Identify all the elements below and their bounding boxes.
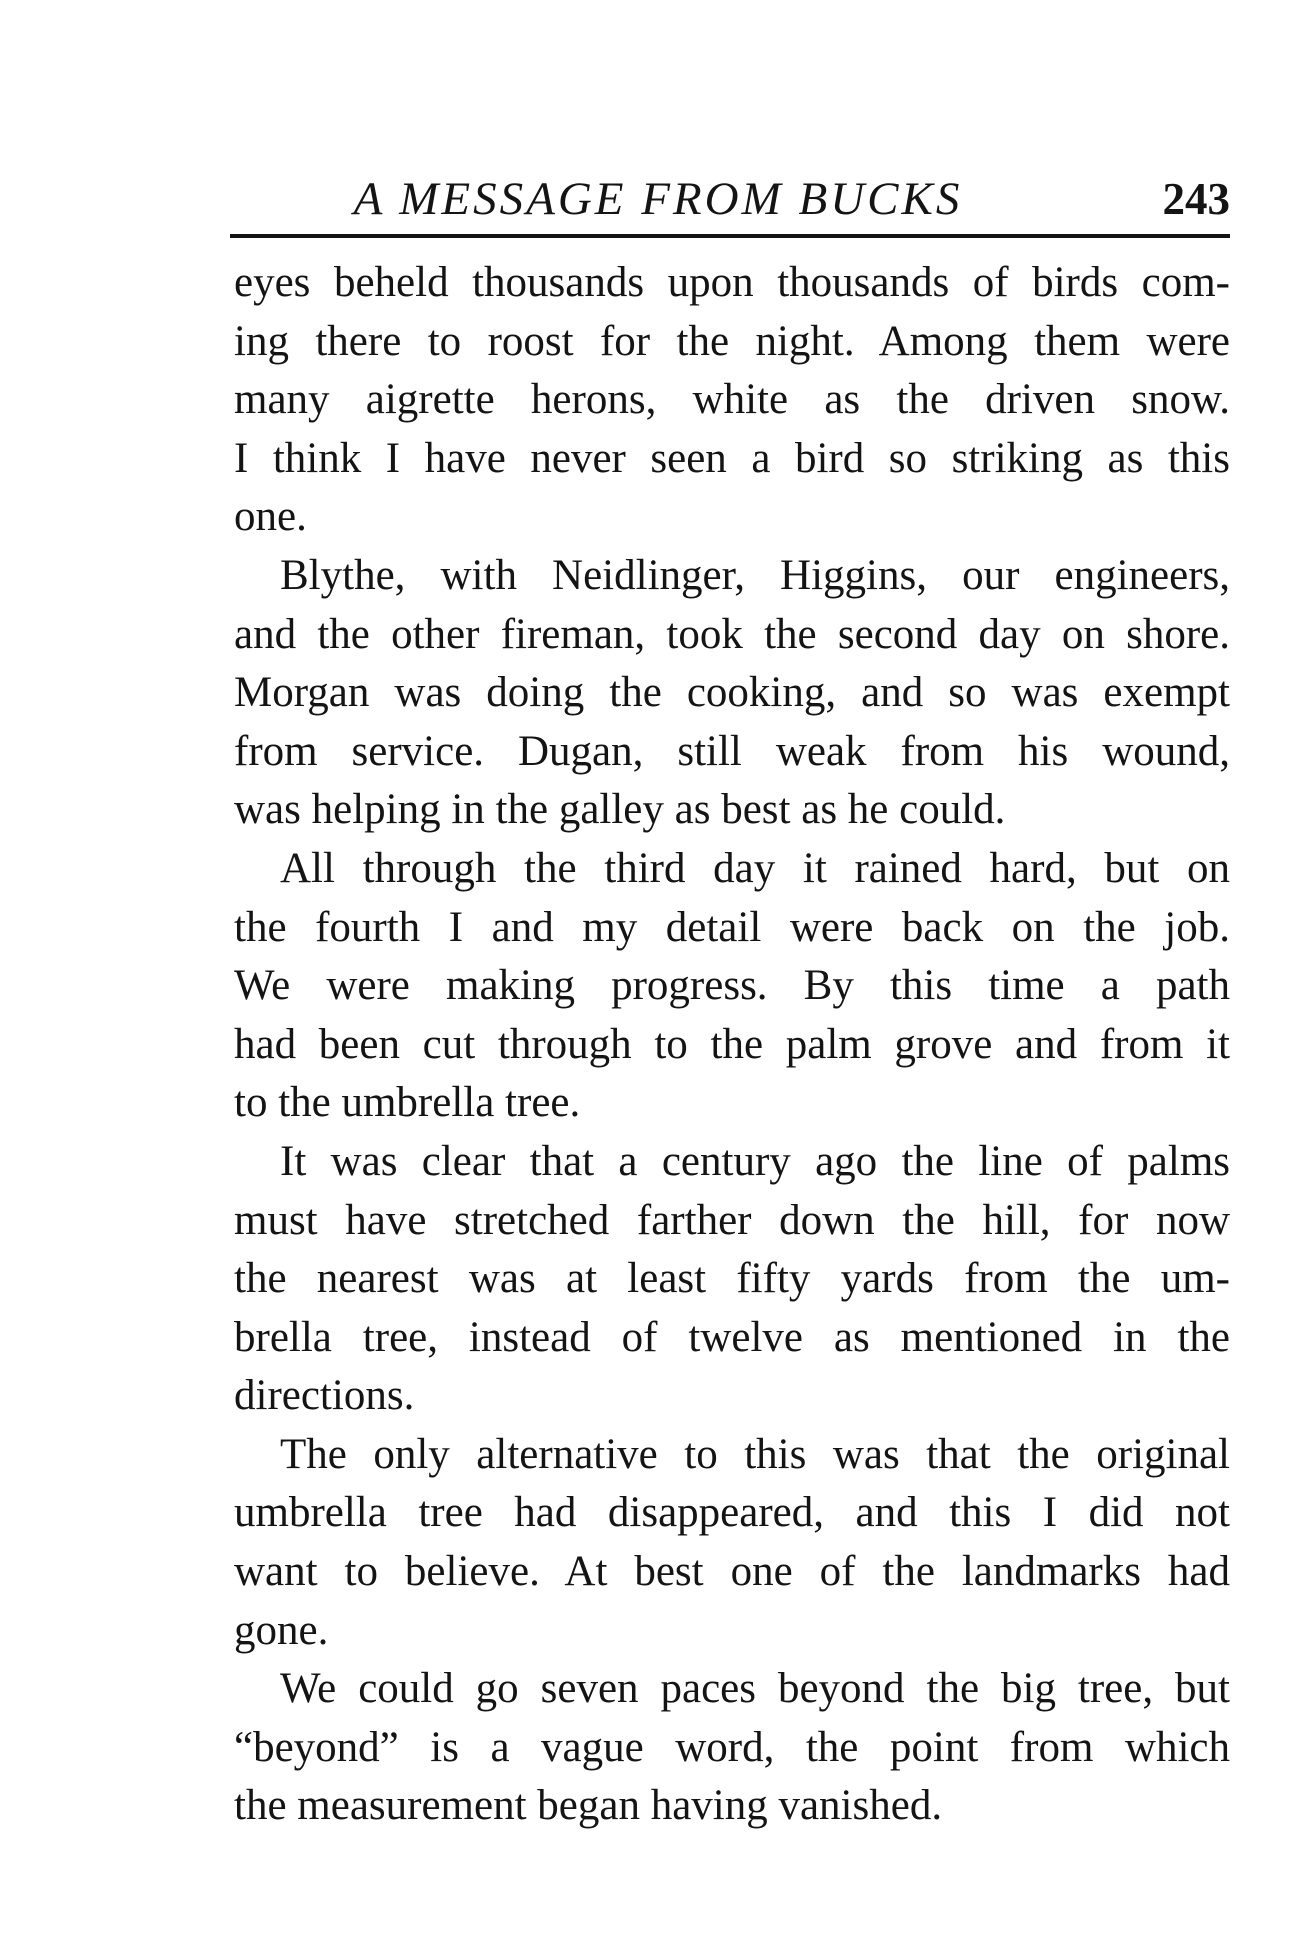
text-line: All through the third day it rained hard, but on bbox=[280, 844, 1230, 892]
running-title: A MESSAGE FROM BUCKS bbox=[353, 173, 963, 225]
text-line: one. bbox=[234, 493, 307, 541]
body-text bbox=[234, 254, 1230, 1836]
paragraph-4 bbox=[234, 1133, 1230, 1426]
text-line: ing there to roost for the night. Among them were bbox=[234, 317, 1230, 365]
text-line: We were making progress. By this time a path bbox=[234, 962, 1230, 1010]
text-line: to the umbrella tree. bbox=[234, 1079, 581, 1127]
text-line: the fourth I and my detail were back on the job. bbox=[234, 903, 1230, 951]
paragraph-2 bbox=[234, 547, 1230, 840]
text-line: “beyond” is a vague word, the point from which bbox=[234, 1723, 1230, 1771]
text-line: I think I have never seen a bird so striking as this bbox=[234, 434, 1230, 482]
paragraph-5 bbox=[234, 1426, 1230, 1660]
paragraph-3 bbox=[234, 840, 1230, 1133]
text-line: It was clear that a century ago the line of palms bbox=[280, 1137, 1230, 1185]
running-header bbox=[236, 170, 1230, 228]
text-line: directions. bbox=[234, 1372, 415, 1420]
text-line: had been cut through to the palm grove and from it bbox=[234, 1020, 1230, 1068]
text-line: and the other fireman, took the second day on shore. bbox=[234, 610, 1230, 658]
text-line: from service. Dugan, still weak from his wound, bbox=[234, 727, 1230, 775]
header-rule bbox=[230, 234, 1230, 238]
text-line: many aigrette herons, white as the driven snow. bbox=[234, 376, 1230, 424]
text-line: the measurement began having vanished. bbox=[234, 1782, 943, 1830]
text-line: We could go seven paces beyond the big tree, but bbox=[280, 1665, 1230, 1713]
paragraph-6 bbox=[234, 1660, 1230, 1836]
text-line: gone. bbox=[234, 1606, 329, 1654]
text-line: Morgan was doing the cooking, and so was exempt bbox=[234, 669, 1230, 717]
text-line: the nearest was at least fifty yards from the um- bbox=[234, 1255, 1230, 1303]
text-line: must have stretched farther down the hill, for now bbox=[234, 1196, 1230, 1244]
text-line: was helping in the galley as best as he could. bbox=[234, 786, 1006, 834]
text-line: Blythe, with Neidlinger, Higgins, our engineers, bbox=[280, 551, 1230, 599]
text-line: umbrella tree had disappeared, and this I did not bbox=[234, 1489, 1230, 1537]
text-line: The only alternative to this was that the original bbox=[280, 1430, 1230, 1478]
paragraph-1 bbox=[234, 254, 1230, 547]
text-line: want to believe. At best one of the landmarks had bbox=[234, 1548, 1230, 1596]
text-line: brella tree, instead of twelve as mentioned in the bbox=[234, 1313, 1230, 1361]
text-line: eyes beheld thousands upon thousands of birds com- bbox=[234, 259, 1230, 306]
page-number: 243 bbox=[1162, 174, 1230, 224]
